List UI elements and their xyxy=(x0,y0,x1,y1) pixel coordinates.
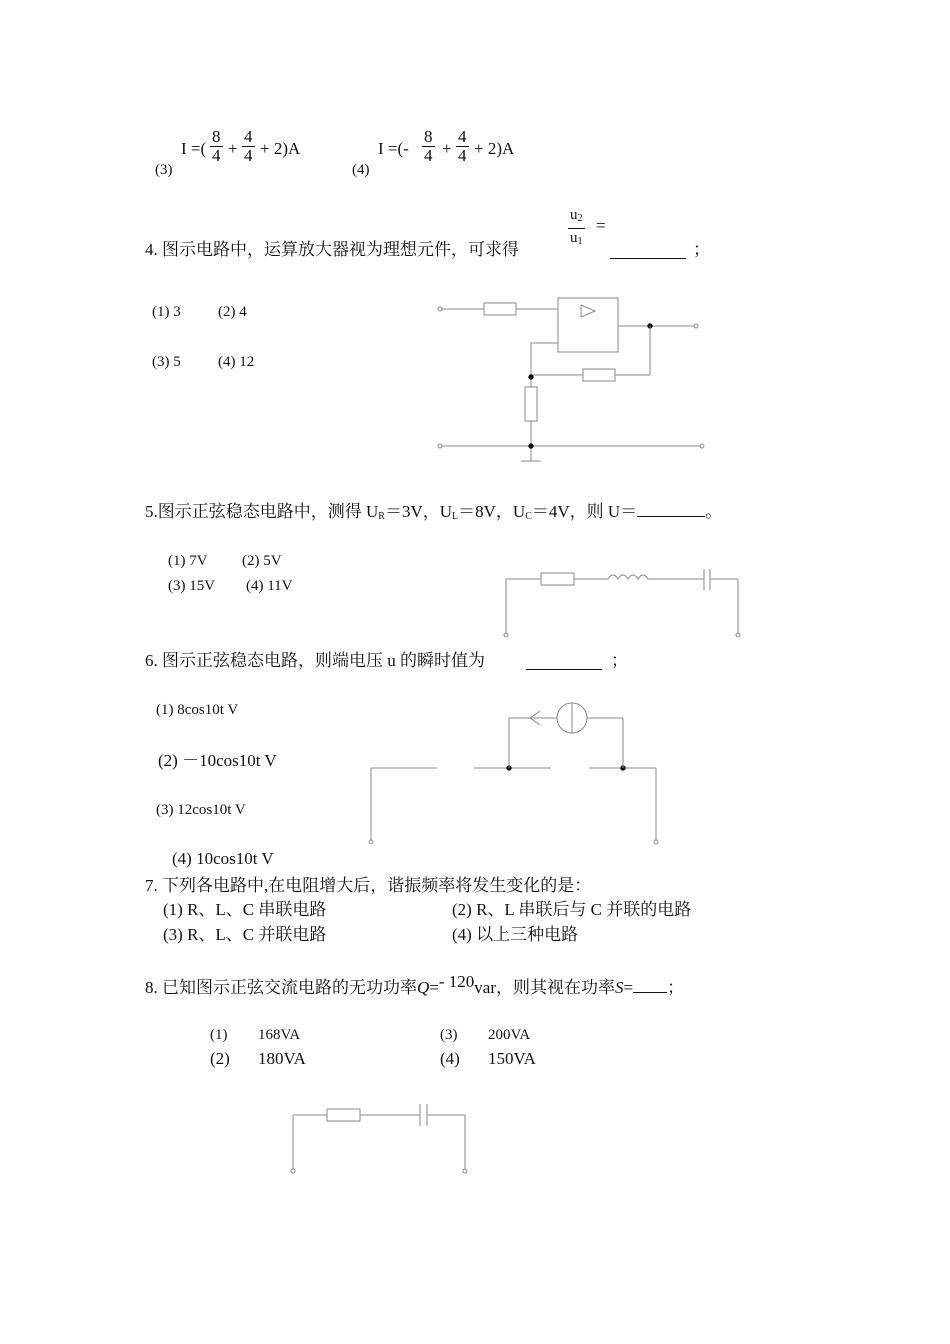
q3-opt3-label: (3) xyxy=(155,162,173,178)
q3-opt3-prefix: I =( xyxy=(181,139,207,158)
q3-opt4-prefix: I =(- xyxy=(378,139,409,158)
q8-option-4-label: (4) xyxy=(440,1049,460,1068)
q3-opt3-frac1: $\frac{8}{4}$ xyxy=(212,127,221,165)
q4-ratio-fraction: $\frac{u_2}{u_1}$ xyxy=(570,207,583,247)
q3-opt3-suffix: + 2)A xyxy=(260,139,301,158)
q4-equals: = xyxy=(596,216,606,235)
q7-option-2: (2) R、L 串联后与 C 并联的电路 xyxy=(452,900,692,919)
q6-question: 6. 图示正弦稳态电路，则端电压 u 的瞬时值为 xyxy=(145,651,485,670)
q7-question: 7. 下列各电路中,在电阻增大后，谐振频率将发生变化的是： xyxy=(145,876,592,895)
q8-question: 8. 已知图示正弦交流电路的无功功率Q=- 120var，则其视在功率S= ； xyxy=(145,972,685,997)
q8-option-4-value: 150VA xyxy=(488,1049,536,1068)
q7-option-4: (4) 以上三种电路 xyxy=(452,925,579,944)
q6-option-4: (4) 10cos10t V xyxy=(172,849,274,868)
q7-option-1: (1) R、L、C 串联电路 xyxy=(163,900,327,919)
q6-option-2: (2) －10cos10t V xyxy=(158,751,277,770)
q8-left-terminal xyxy=(291,1169,295,1173)
q4-option-4: (4) 12 xyxy=(218,354,255,370)
q6-option-1: (1) 8cos10t V xyxy=(156,702,239,718)
q3-opt4-suffix: + 2)A xyxy=(474,139,515,158)
q8-right-terminal xyxy=(463,1169,467,1173)
q3-opt3-frac2: $\frac{4}{4}$ xyxy=(244,127,253,165)
q5-option-2: (2) 5V xyxy=(242,553,282,569)
q5-option-3: (3) 15V xyxy=(168,578,216,594)
q3-opt4-frac2: $\frac{4}{4}$ xyxy=(458,127,467,165)
q5-option-4: (4) 11V xyxy=(246,578,293,594)
q3-opt4-frac1: $\frac{8}{4}$ xyxy=(424,127,433,165)
q5-option-1: (1) 7V xyxy=(168,553,208,569)
q8-option-2-label: (2) xyxy=(210,1049,230,1068)
q6-end-mark: ； xyxy=(611,651,628,670)
q3-opt4-plus: + xyxy=(442,139,452,158)
q8-option-1-label: (1) xyxy=(210,1027,228,1043)
q8-option-1-value: 168VA xyxy=(258,1027,301,1043)
q3-opt3-plus: + xyxy=(228,139,238,158)
q8-option-3-value: 200VA xyxy=(488,1027,531,1043)
q3-opt4-label: (4) xyxy=(352,162,370,178)
q4-question: 4. 图示电路中，运算放大器视为理想元件，可求得 xyxy=(145,240,519,259)
q7-option-3: (3) R、L、C 并联电路 xyxy=(163,925,327,944)
q4-option-1: (1) 3 xyxy=(152,304,181,320)
q4-end-mark: ； xyxy=(693,240,710,259)
q6-option-3: (3) 12cos10t V xyxy=(156,802,246,818)
q8-option-2-value: 180VA xyxy=(258,1049,306,1068)
q4-option-2: (2) 4 xyxy=(218,304,247,320)
q8-option-3-label: (3) xyxy=(440,1027,458,1043)
q5-question: 5.图示正弦稳态电路中，测得 $U_R=3V$，$U_L=8V$，$U_C=4V$，则 U＝ 。 xyxy=(145,502,723,522)
q4-option-3: (3) 5 xyxy=(152,354,181,370)
q8-resistor xyxy=(327,1109,360,1121)
